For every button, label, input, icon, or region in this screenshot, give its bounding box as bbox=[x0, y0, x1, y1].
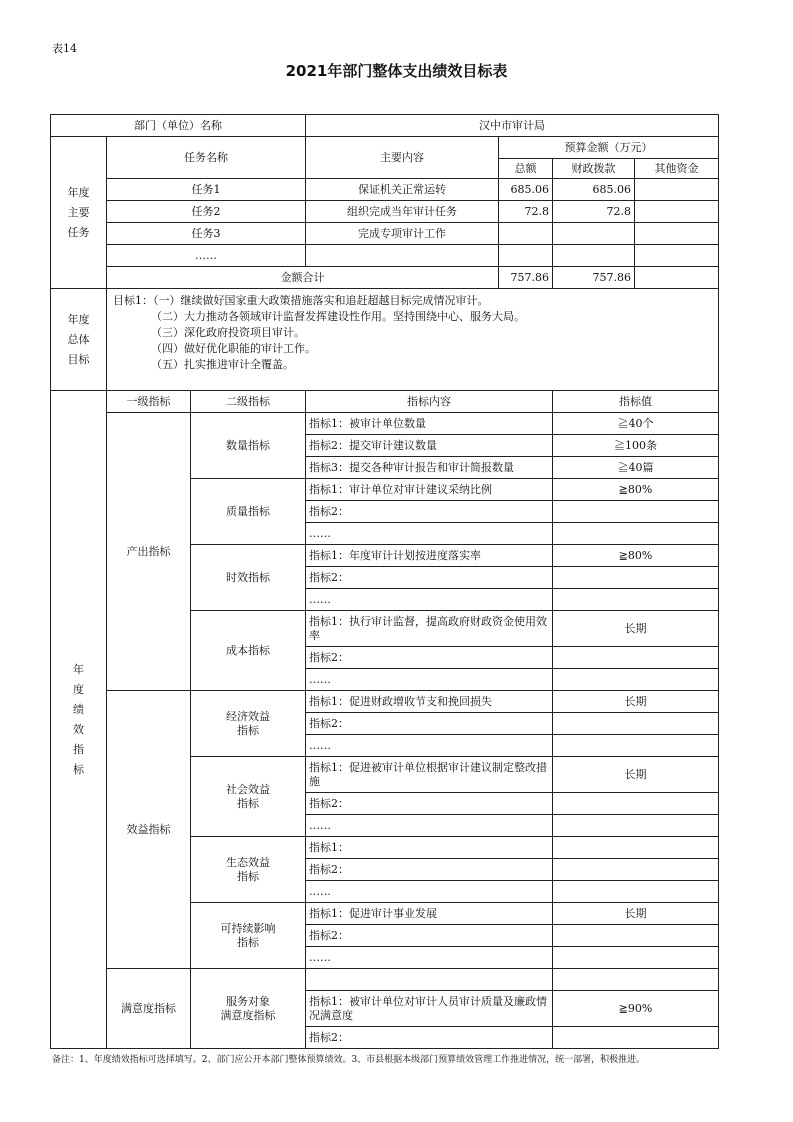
table-row bbox=[51, 245, 719, 267]
indicator-value: ≧40篇 bbox=[553, 457, 719, 479]
sustainability-subcategory: 可持续影响 指标 bbox=[191, 903, 306, 969]
task-other bbox=[635, 201, 719, 223]
task-name-header: 任务名称 bbox=[107, 137, 306, 179]
indicator-value bbox=[553, 567, 719, 589]
task-name: …… bbox=[107, 245, 306, 267]
goal-line: （二）大力推动各领域审计监督发挥建设性作用。坚持围绕中心、服务大局。 bbox=[151, 310, 525, 323]
indicator-value bbox=[553, 793, 719, 815]
indicator-content: …… bbox=[306, 947, 553, 969]
indicator-content: 指标1：促进审计事业发展 bbox=[306, 903, 553, 925]
indicator-value bbox=[553, 501, 719, 523]
indicator-value bbox=[553, 589, 719, 611]
table-row bbox=[51, 115, 719, 137]
task-fiscal: 72.8 bbox=[553, 201, 635, 223]
sum-fiscal: 757.86 bbox=[553, 267, 635, 289]
indicator-content: 指标1：执行审计监督，提高政府财政资金使用效率 bbox=[306, 611, 553, 647]
fiscal-header: 财政拨款 bbox=[553, 159, 635, 179]
table-number-label: 表14 bbox=[52, 42, 77, 55]
social-subcategory: 社会效益 指标 bbox=[191, 757, 306, 837]
indicator-value bbox=[553, 713, 719, 735]
indicator-value-header: 指标值 bbox=[553, 391, 719, 413]
indicator-content: 指标2： bbox=[306, 859, 553, 881]
dept-label: 部门（单位）名称 bbox=[51, 115, 306, 137]
sum-other bbox=[635, 267, 719, 289]
goal-line: （四）做好优化职能的审计工作。 bbox=[151, 342, 316, 355]
total-header: 总额 bbox=[499, 159, 553, 179]
sum-total: 757.86 bbox=[499, 267, 553, 289]
indicator-value bbox=[553, 669, 719, 691]
table-row bbox=[51, 201, 719, 223]
task-total bbox=[499, 245, 553, 267]
table-row bbox=[51, 179, 719, 201]
table-row bbox=[51, 391, 719, 413]
goals-section-label: 年度 总体 目标 bbox=[51, 289, 107, 391]
indicator-content: 指标2： bbox=[306, 567, 553, 589]
indicator-value bbox=[553, 647, 719, 669]
indicator-content: 指标2： bbox=[306, 647, 553, 669]
table-row bbox=[51, 137, 719, 159]
indicator-value bbox=[553, 925, 719, 947]
task-fiscal bbox=[553, 223, 635, 245]
page-title: 2021年部门整体支出绩效目标表 bbox=[285, 62, 508, 80]
indicator-value bbox=[553, 947, 719, 969]
quantity-subcategory: 数量指标 bbox=[191, 413, 306, 479]
task-total: 685.06 bbox=[499, 179, 553, 201]
indicator-content: …… bbox=[306, 735, 553, 757]
indicator-content: 指标1：被审计单位对审计人员审计质量及廉政情况满意度 bbox=[306, 991, 553, 1027]
goal-line bbox=[113, 293, 712, 309]
task-fiscal bbox=[553, 245, 635, 267]
indicator-content: 指标1： bbox=[306, 837, 553, 859]
task-content-header: 主要内容 bbox=[306, 137, 499, 179]
task-other bbox=[635, 223, 719, 245]
goal-prefix: 目标1： bbox=[113, 294, 153, 307]
dept-value: 汉中市审计局 bbox=[306, 115, 719, 137]
cost-subcategory: 成本指标 bbox=[191, 611, 306, 691]
task-name: 任务1 bbox=[107, 179, 306, 201]
goal-line: （三）深化政府投资项目审计。 bbox=[151, 326, 305, 339]
indicator-value: ≧40个 bbox=[553, 413, 719, 435]
indicator-value bbox=[553, 815, 719, 837]
table-row bbox=[51, 223, 719, 245]
indicator-content: …… bbox=[306, 669, 553, 691]
quality-subcategory: 质量指标 bbox=[191, 479, 306, 545]
level1-header: 一级指标 bbox=[107, 391, 191, 413]
sum-label: 金额合计 bbox=[107, 267, 499, 289]
indicator-content: 指标2： bbox=[306, 1027, 553, 1049]
indicator-value bbox=[553, 859, 719, 881]
perf-section-label: 年 度 绩 效 指 标 bbox=[51, 391, 107, 1049]
indicator-content: 指标1：被审计单位数量 bbox=[306, 413, 553, 435]
performance-goal-table bbox=[50, 114, 719, 1049]
indicator-value bbox=[553, 1027, 719, 1049]
indicator-value: 长期 bbox=[553, 611, 719, 647]
indicator-content bbox=[306, 969, 553, 991]
level2-header: 二级指标 bbox=[191, 391, 306, 413]
task-fiscal: 685.06 bbox=[553, 179, 635, 201]
indicator-content-header: 指标内容 bbox=[306, 391, 553, 413]
task-content: 组织完成当年审计任务 bbox=[306, 201, 499, 223]
indicator-value: 长期 bbox=[553, 757, 719, 793]
indicator-content: 指标1：年度审计计划按进度落实率 bbox=[306, 545, 553, 567]
task-other bbox=[635, 245, 719, 267]
table-row bbox=[51, 969, 719, 991]
goal-line: （五）扎实推进审计全覆盖。 bbox=[151, 358, 294, 371]
goals-text bbox=[107, 289, 719, 391]
task-total: 72.8 bbox=[499, 201, 553, 223]
task-name: 任务3 bbox=[107, 223, 306, 245]
indicator-value: 长期 bbox=[553, 903, 719, 925]
table-row bbox=[51, 413, 719, 435]
indicator-content: 指标1：促进被审计单位根据审计建议制定整改措施 bbox=[306, 757, 553, 793]
indicator-content: …… bbox=[306, 815, 553, 837]
indicator-value: 长期 bbox=[553, 691, 719, 713]
budget-header: 预算金额（万元） bbox=[499, 137, 719, 159]
indicator-value: ≧100条 bbox=[553, 435, 719, 457]
indicator-content: 指标1：促进财政增收节支和挽回损失 bbox=[306, 691, 553, 713]
indicator-value bbox=[553, 837, 719, 859]
economic-subcategory: 经济效益 指标 bbox=[191, 691, 306, 757]
table-row bbox=[51, 289, 719, 391]
timeliness-subcategory: 时效指标 bbox=[191, 545, 306, 611]
indicator-content: 指标2： bbox=[306, 793, 553, 815]
indicator-content: 指标2： bbox=[306, 713, 553, 735]
indicator-value: ≧90% bbox=[553, 991, 719, 1027]
indicator-value bbox=[553, 881, 719, 903]
task-name: 任务2 bbox=[107, 201, 306, 223]
goal-line-text: （一）继续做好国家重大政策措施落实和追赶超越目标完成情况审计。 bbox=[153, 294, 489, 307]
indicator-content: …… bbox=[306, 523, 553, 545]
indicator-value bbox=[553, 523, 719, 545]
indicator-value: ≧80% bbox=[553, 545, 719, 567]
task-total bbox=[499, 223, 553, 245]
indicator-content: 指标2： bbox=[306, 501, 553, 523]
other-header: 其他资金 bbox=[635, 159, 719, 179]
indicator-content: 指标1：审计单位对审计建议采纳比例 bbox=[306, 479, 553, 501]
satisfaction-category: 满意度指标 bbox=[107, 969, 191, 1049]
output-category: 产出指标 bbox=[107, 413, 191, 691]
table-row bbox=[51, 691, 719, 713]
task-content bbox=[306, 245, 499, 267]
indicator-content: 指标2：提交审计建议数量 bbox=[306, 435, 553, 457]
footnote: 备注：1、年度绩效指标可选择填写。2、部门应公开本部门整体预算绩效。3、市县根据本级部门预算绩效管理工作推进情况，统一部署，积极推进。 bbox=[52, 1055, 646, 1065]
indicator-value: ≧80% bbox=[553, 479, 719, 501]
indicator-value bbox=[553, 969, 719, 991]
indicator-content: 指标3：提交各种审计报告和审计简报数量 bbox=[306, 457, 553, 479]
ecological-subcategory: 生态效益 指标 bbox=[191, 837, 306, 903]
task-content: 保证机关正常运转 bbox=[306, 179, 499, 201]
indicator-value bbox=[553, 735, 719, 757]
tasks-section-label: 年度 主要 任务 bbox=[51, 137, 107, 289]
task-content: 完成专项审计工作 bbox=[306, 223, 499, 245]
indicator-content: …… bbox=[306, 881, 553, 903]
task-other bbox=[635, 179, 719, 201]
service-satisfaction-subcategory: 服务对象 满意度指标 bbox=[191, 969, 306, 1049]
indicator-content: …… bbox=[306, 589, 553, 611]
table-row bbox=[51, 267, 719, 289]
indicator-content: 指标2： bbox=[306, 925, 553, 947]
benefit-category: 效益指标 bbox=[107, 691, 191, 969]
